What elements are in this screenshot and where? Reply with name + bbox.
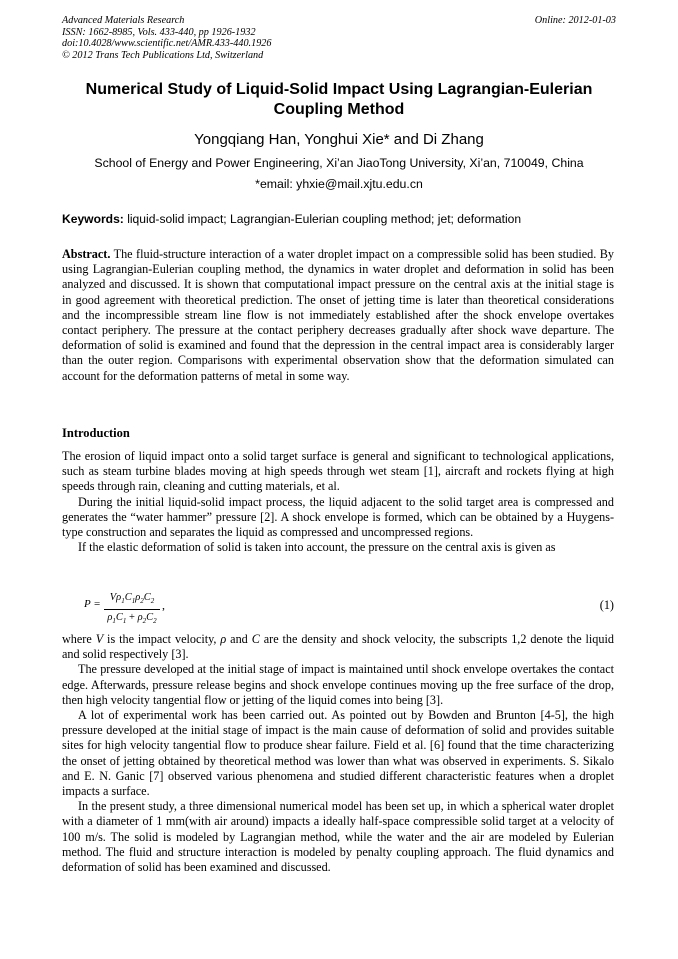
journal-header	[62, 15, 616, 61]
intro-paragraph-3: If the elastic deformation of solid is taken into account, the pressure on the central axis is given as	[78, 540, 556, 555]
online-date: Online: 2012-01-03	[534, 15, 616, 26]
paper-authors: Yongqiang Han, Yonghui Xie* and Di Zhang	[194, 131, 484, 148]
intro-paragraph-6: A lot of experimental work has been carried out. As pointed out by Bowden and Brunton [4-5], the high pressure developed at the initial stage of impact is the main cause of deformation of solid and provides suitable sites for high velocity tangential flow to produce shear failure. Field et al. [6] found that the time characterizing the onset of jetting obtained by theoretical method was lower than what was observed in experiments. S. Sikalo and E. N. Ganic [7] observed various phenomena and studied different characteristic features when a droplet impacts a surface.	[62, 708, 614, 799]
journal-name: Advanced Materials Research	[62, 15, 185, 26]
author-affiliation: School of Energy and Power Engineering, Xi’an JiaoTong University, Xi’an, 710049, China	[94, 156, 584, 170]
abstract-label: Abstract.	[62, 247, 111, 261]
intro-paragraph-5: The pressure developed at the initial stage of impact is maintained until shock envelope overtakes the contact edge. Afterwards, pressure release begins and shock envelope continues moving up the free surface of the drop, then high velocity tangential flow or jetting of the liquid comes into being [3].	[62, 662, 614, 707]
abstract	[62, 247, 614, 384]
equation-fraction	[104, 591, 160, 628]
equation-equals: =	[94, 598, 101, 610]
journal-copyright: © 2012 Trans Tech Publications Ltd, Switzerland	[62, 49, 264, 61]
keywords	[62, 212, 616, 227]
equation-1	[84, 591, 614, 625]
intro-paragraph-2: During the initial liquid-solid impact process, the liquid adjacent to the solid target area is compressed and generates the “water hammer” pressure [2]. A shock envelope is formed, which can be obtained by a Huygens-type construction and separates the liquid as compressed and uncompressed regions.	[62, 494, 614, 540]
author-email: *email: yhxie@mail.xjtu.edu.cn	[255, 177, 423, 191]
journal-issn: ISSN: 1662-8985, Vols. 433-440, pp 1926-1932	[62, 26, 256, 38]
equation-fraction-bar	[104, 609, 160, 610]
journal-doi: doi:10.4028/www.scientific.net/AMR.433-440.1926	[62, 38, 272, 50]
equation-number: (1)	[599, 598, 614, 612]
keywords-label: Keywords:	[62, 212, 124, 226]
equation-numerator: $V\rho_1C_1\rho_2C_2$	[109, 592, 155, 606]
introduction-part-2	[62, 632, 614, 875]
intro-paragraph-4: where V is the impact velocity, ρ and C are the density and shock velocity, the subscripts 1,2 denote the liquid and solid respectively [3].	[62, 632, 614, 662]
section-heading-introduction: Introduction	[62, 426, 130, 440]
paper-title: Numerical Study of Liquid-Solid Impact Using Lagrangian-Eulerian Coupling Method	[85, 81, 593, 118]
intro-paragraph-1: The erosion of liquid impact onto a solid target surface is general and significant to technological applications, such as steam turbine blades moving at high speeds through wet steam [1], aircraft and rockets flying at high speeds through rain, cleaning and cutting materials, et al.	[62, 449, 614, 494]
equation-comma: ,	[162, 598, 165, 612]
keywords-text: liquid-solid impact; Lagrangian-Eulerian coupling method; jet; deformation	[123, 212, 522, 226]
abstract-text: The fluid-structure interaction of a water droplet impact on a compressible solid has been studied. By using Lagrangian-Eulerian coupling method, the dynamics in water droplet and deformation in solid has been analyzed and discussed. It is shown that computational impact pressure on the central axis at the initial stage is in good agreement with theoretical prediction. The onset of jetting time is later than theoretical considerations and the incompressible stream line flow is not immediately established after the shock envelope overtakes contact periphery. The pressure at the contact periphery decreases gradually after shock wave departure. The deformation of solid is examined and found that the depression in the central impact area is considerably larger than the outer region. Comparisons with experimental observation show that the deformation simulated can account for the deformation patterns of metal in some way.	[62, 247, 614, 383]
introduction-part-1	[62, 449, 614, 555]
equation-lhs: P	[84, 598, 91, 610]
intro-paragraph-7: In the present study, a three dimensional numerical model has been set up, in which a spherical water droplet with a diameter of 1 mm(with air around) impacts a ideally half-space compressible solid target at a velocity of 100 m/s. The solid is modeled by Lagrangian method, while the water and the air are modeled by Eulerian method. The fluid and structure interaction is modeled by penalty coupling approach. The fluid dynamics and deformation of solid has been examined and discussed.	[62, 799, 614, 875]
equation-denominator: $\rho_1C_1 + \rho_2C_2$	[107, 612, 157, 626]
